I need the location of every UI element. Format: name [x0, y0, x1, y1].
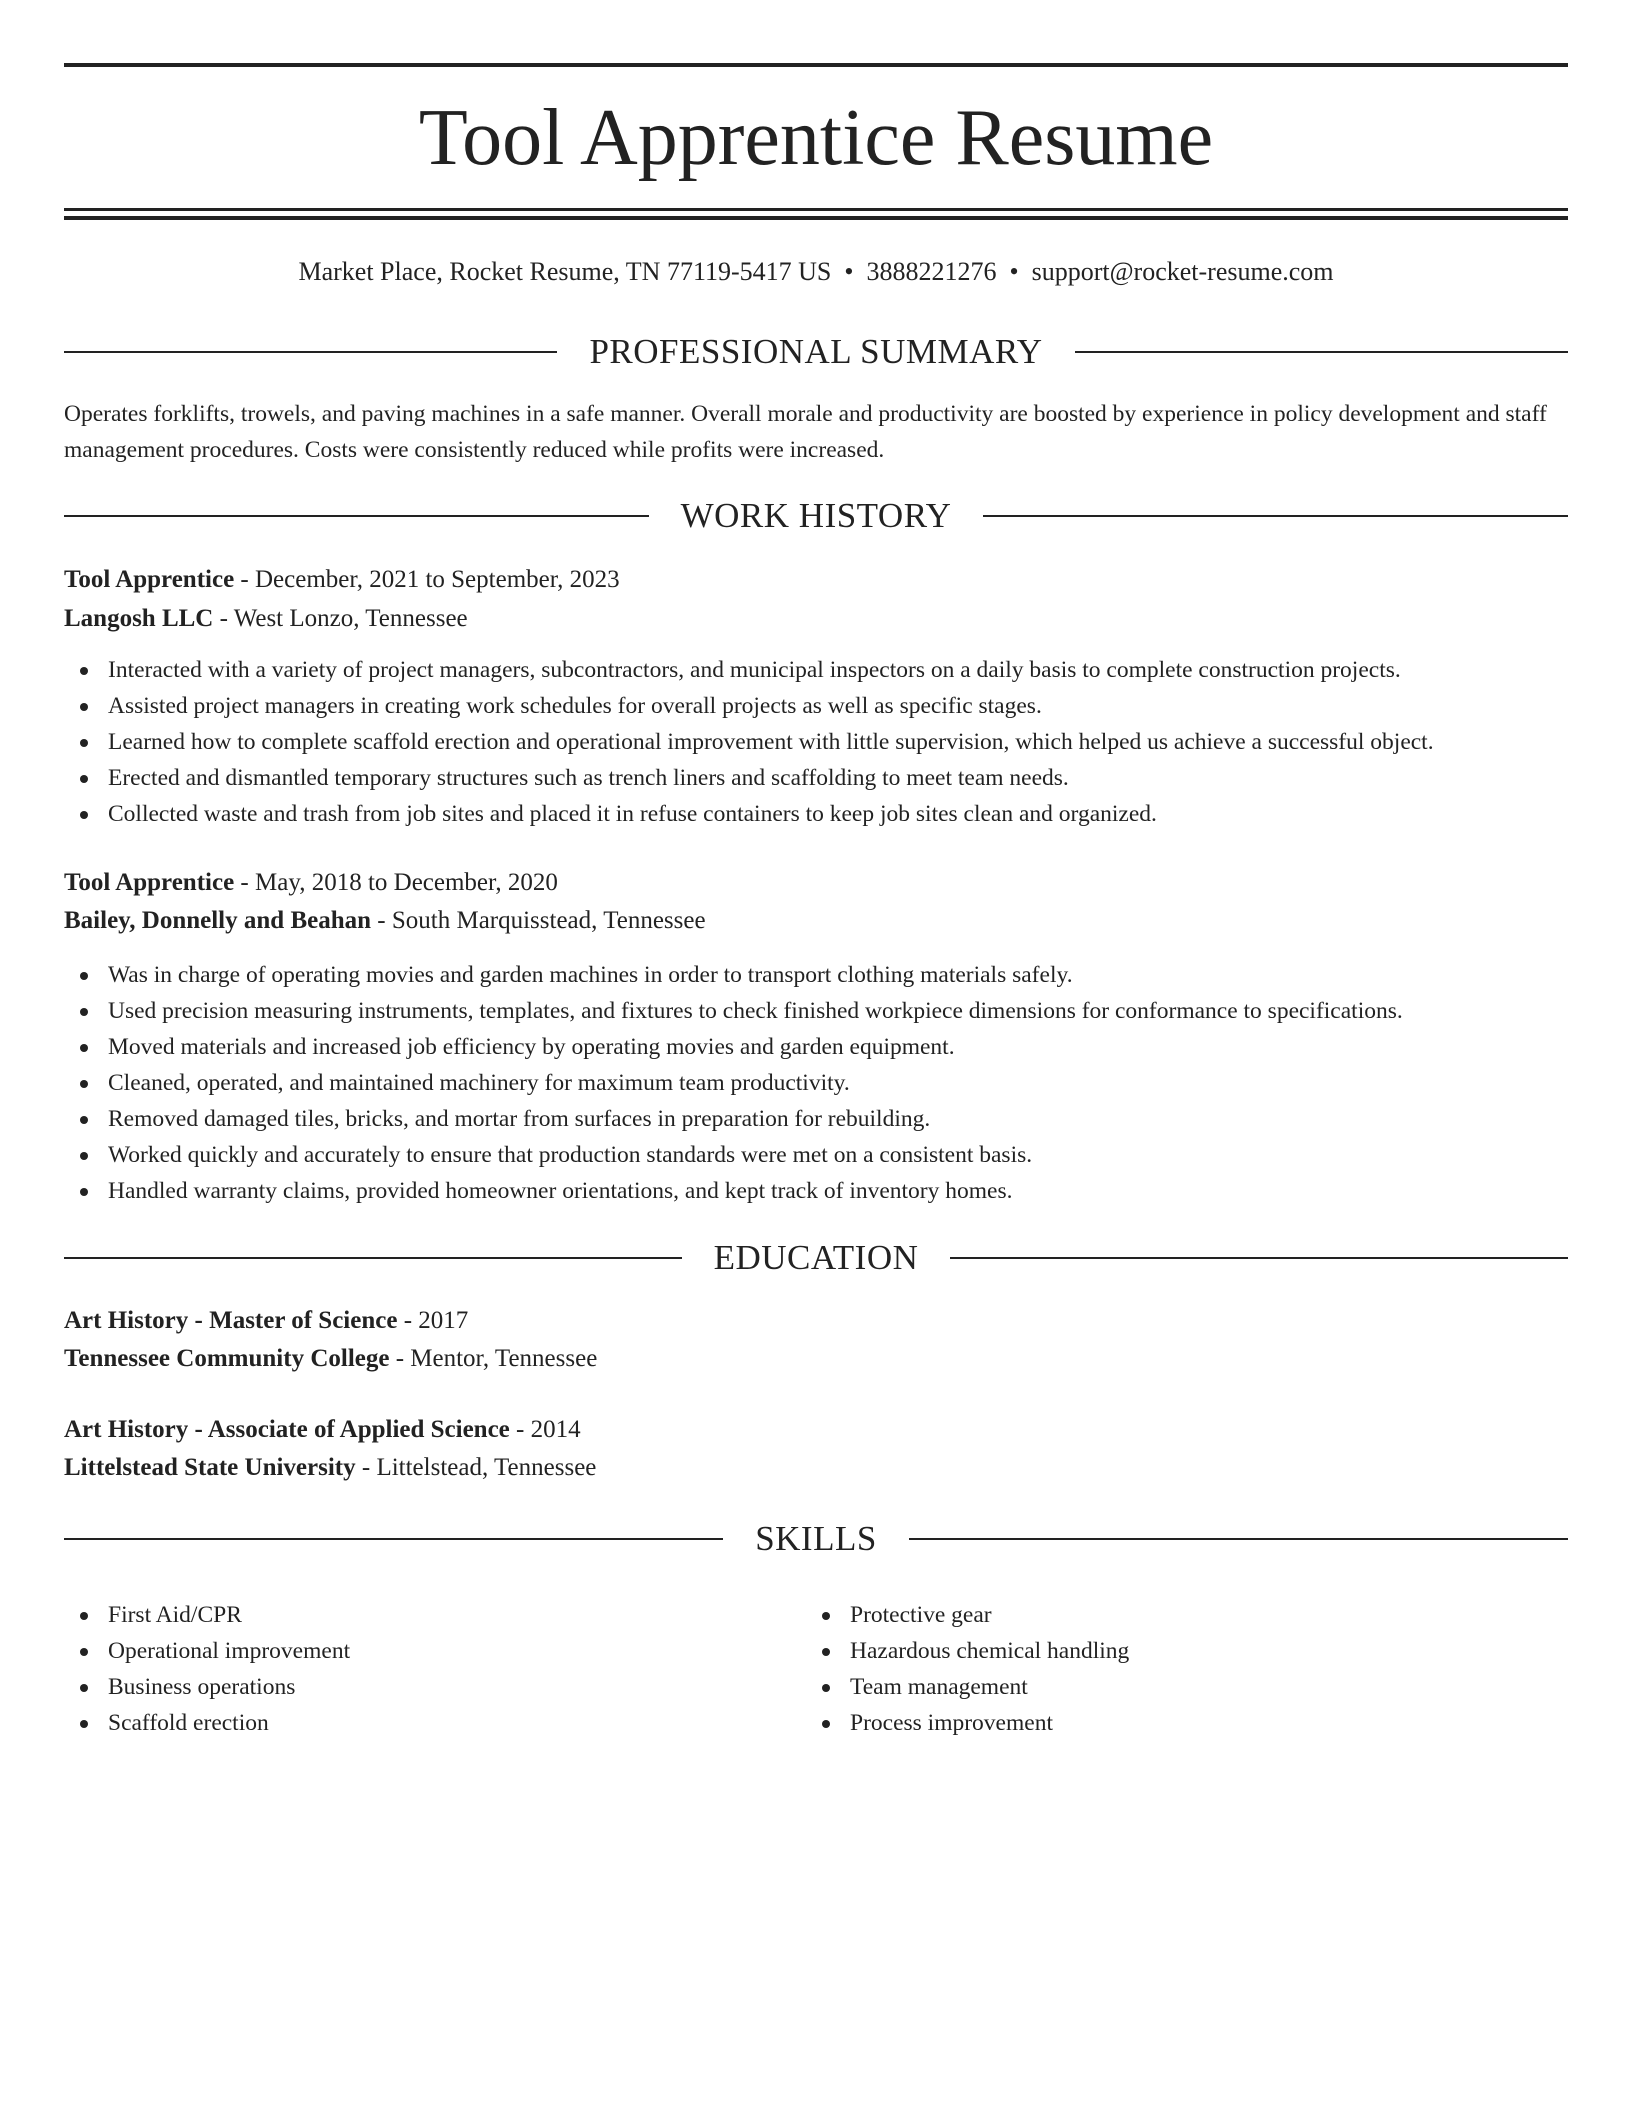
heading-rule — [950, 1257, 1568, 1259]
header-rule-thin — [64, 208, 1568, 211]
heading-rule — [64, 1538, 723, 1540]
education-school-line: Littelstead State University - Littelstead, Tennessee — [64, 1454, 597, 1481]
list-item: Learned how to complete scaffold erection and operational improvement with little supervision, which helped us achieve a successful object. — [64, 724, 1568, 760]
top-rule — [64, 63, 1568, 67]
job-company: Bailey, Donnelly and Beahan — [64, 907, 372, 934]
list-item: Removed damaged tiles, bricks, and mortar from surfaces in preparation for rebuilding. — [64, 1101, 1568, 1137]
list-item: Erected and dismantled temporary structures such as trench liners and scaffolding to meet team needs. — [64, 760, 1568, 796]
heading-rule — [64, 515, 649, 517]
education-year: 2017 — [418, 1307, 469, 1334]
list-item: Was in charge of operating movies and garden machines in order to transport clothing materials safely. — [64, 957, 1568, 993]
job-dates: December, 2021 to September, 2023 — [255, 566, 620, 593]
summary-heading-text: PROFESSIONAL SUMMARY — [589, 332, 1043, 371]
contact-phone: 3888221276 — [866, 257, 997, 286]
contact-address: Market Place, Rocket Resume, TN 77119-5417 US — [298, 257, 832, 286]
job-title: Tool Apprentice — [64, 869, 235, 896]
job-location: South Marquisstead, Tennessee — [391, 907, 706, 934]
education-degree: Art History - Master of Science — [64, 1307, 398, 1334]
education-degree: Art History - Associate of Applied Science — [64, 1416, 510, 1443]
skill-item: First Aid/CPR — [64, 1597, 804, 1633]
summary-text: Operates forklifts, trowels, and paving machines in a safe manner. Overall morale and productivity are boosted by experience in policy development and staff management procedures. Costs were consistently reduced while profits were increased. — [64, 401, 1547, 463]
skill-item: Operational improvement — [64, 1633, 804, 1669]
education-school: Littelstead State University — [64, 1454, 356, 1481]
education-school-line: Tennessee Community College - Mentor, Tennessee — [64, 1345, 598, 1372]
skill-item: Scaffold erection — [64, 1705, 804, 1741]
job-company-line: Bailey, Donnelly and Beahan - South Marquisstead, Tennessee — [64, 907, 706, 934]
list-item: Handled warranty claims, provided homeowner orientations, and kept track of inventory homes. — [64, 1173, 1568, 1209]
job-title-line: Tool Apprentice - May, 2018 to December, 2020 — [64, 869, 558, 896]
list-item: Assisted project managers in creating work schedules for overall projects as well as specific stages. — [64, 688, 1568, 724]
education-location: Mentor, Tennessee — [410, 1345, 598, 1372]
list-item: Interacted with a variety of project managers, subcontractors, and municipal inspectors on a daily basis to complete construction projects. — [64, 652, 1568, 688]
skill-item: Hazardous chemical handling — [806, 1633, 1568, 1669]
skill-item: Business operations — [64, 1669, 804, 1705]
contact-line — [64, 254, 1568, 290]
education-year: 2014 — [530, 1416, 581, 1443]
list-item: Collected waste and trash from job sites and placed it in refuse containers to keep job sites clean and organized. — [64, 796, 1568, 832]
work-history-heading-text: WORK HISTORY — [680, 496, 952, 535]
skill-item: Process improvement — [806, 1705, 1568, 1741]
job-bullets — [64, 957, 1568, 1209]
job-title-line: Tool Apprentice - December, 2021 to September, 2023 — [64, 566, 620, 593]
job-location: West Lonzo, Tennessee — [233, 605, 468, 632]
contact-separator: • — [1009, 257, 1019, 286]
heading-rule — [64, 351, 557, 353]
skills-heading — [64, 1517, 1568, 1561]
contact-separator: • — [844, 257, 854, 286]
header-rule-thick — [64, 216, 1568, 220]
contact-email: support@rocket-resume.com — [1031, 257, 1334, 286]
skill-item: Team management — [806, 1669, 1568, 1705]
education-location: Littelstead, Tennessee — [376, 1454, 597, 1481]
job-company: Langosh LLC — [64, 605, 214, 632]
skill-item: Protective gear — [806, 1597, 1568, 1633]
heading-rule — [909, 1538, 1568, 1540]
job-title: Tool Apprentice — [64, 566, 235, 593]
heading-rule — [983, 515, 1568, 517]
resume-title: Tool Apprentice Resume — [418, 94, 1214, 182]
education-degree-line: Art History - Master of Science - 2017 — [64, 1307, 469, 1334]
work-history-heading — [64, 494, 1568, 538]
skills-list-right — [806, 1597, 1568, 1741]
heading-rule — [64, 1257, 682, 1259]
summary-heading — [64, 330, 1568, 374]
job-bullets — [64, 652, 1568, 832]
list-item: Moved materials and increased job efficiency by operating movies and garden equipment. — [64, 1029, 1568, 1065]
education-heading — [64, 1236, 1568, 1280]
list-item: Cleaned, operated, and maintained machinery for maximum team productivity. — [64, 1065, 1568, 1101]
skills-heading-text: SKILLS — [755, 1519, 877, 1558]
list-item: Worked quickly and accurately to ensure that production standards were met on a consistent basis. — [64, 1137, 1568, 1173]
skills-list-left — [64, 1597, 804, 1741]
job-dates: May, 2018 to December, 2020 — [255, 869, 558, 896]
job-company-line: Langosh LLC - West Lonzo, Tennessee — [64, 605, 468, 632]
education-heading-text: EDUCATION — [713, 1238, 919, 1277]
list-item: Used precision measuring instruments, templates, and fixtures to check finished workpiece dimensions for conformance to specifications. — [64, 993, 1568, 1029]
education-degree-line: Art History - Associate of Applied Science - 2014 — [64, 1416, 581, 1443]
education-school: Tennessee Community College — [64, 1345, 390, 1372]
heading-rule — [1075, 351, 1568, 353]
